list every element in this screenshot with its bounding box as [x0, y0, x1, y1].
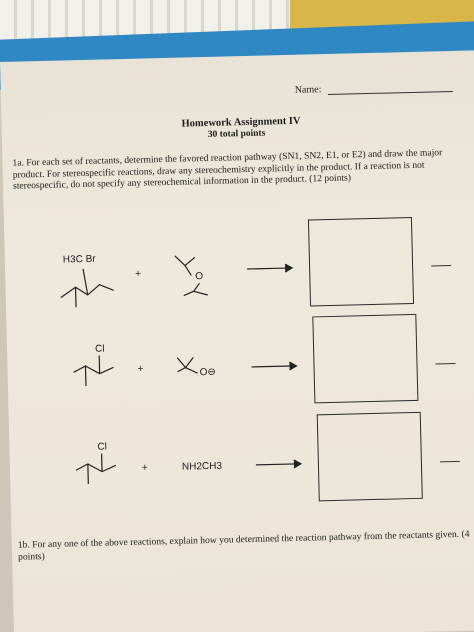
reaction-1-substrate-structure	[55, 264, 116, 315]
reaction-1-reagent-label: O	[195, 271, 204, 283]
name-label: Name:	[294, 84, 322, 96]
reaction-3-pathway-blank[interactable]	[440, 461, 460, 462]
reaction-1-arrow	[247, 263, 297, 274]
reaction-3-plus: +	[141, 462, 148, 474]
reaction-1-plus: +	[135, 268, 142, 280]
homework-sheet	[0, 50, 474, 632]
reaction-3-substrate-structure	[72, 451, 123, 492]
reaction-3-product-box[interactable]	[317, 412, 423, 502]
reaction-2-substrate-structure	[69, 353, 120, 394]
reaction-2-arrow	[251, 361, 301, 372]
reaction-3-substrate-label: Cl	[97, 441, 108, 453]
question-1a-text: 1a. For each set of reactants, determine the favored reaction pathway (SN1, SN2, E1, or E2) and draw the major product. For stereospecific reactions, draw any stereochemistry explicitly in the product. If a reaction is not stereospecific, do not specify any stereochemical information in the product. (12 points)	[12, 147, 443, 192]
reaction-2-substrate-label: Cl	[94, 343, 105, 355]
reaction-2-product-box[interactable]	[312, 314, 418, 404]
reaction-1-pathway-blank[interactable]	[431, 265, 451, 266]
name-field-line[interactable]	[328, 91, 453, 95]
points-subtitle: 30 total points	[207, 128, 266, 140]
reaction-2-pathway-blank[interactable]	[435, 363, 455, 364]
reaction-3-reagent-label: NH2CH3	[181, 460, 223, 473]
question-1b-text: 1b. For any one of the above reactions, explain how you determined the reaction pathway from the reactants given. (4 points)	[17, 528, 470, 563]
reaction-1-product-box[interactable]	[308, 217, 414, 307]
reaction-1-substrate-label: H3C Br	[62, 253, 96, 266]
reaction-2-plus: +	[137, 363, 144, 375]
reaction-2-reagent-label: O⊖	[199, 366, 216, 379]
assignment-title: Homework Assignment IV	[181, 115, 301, 130]
reaction-3-arrow	[256, 459, 306, 470]
